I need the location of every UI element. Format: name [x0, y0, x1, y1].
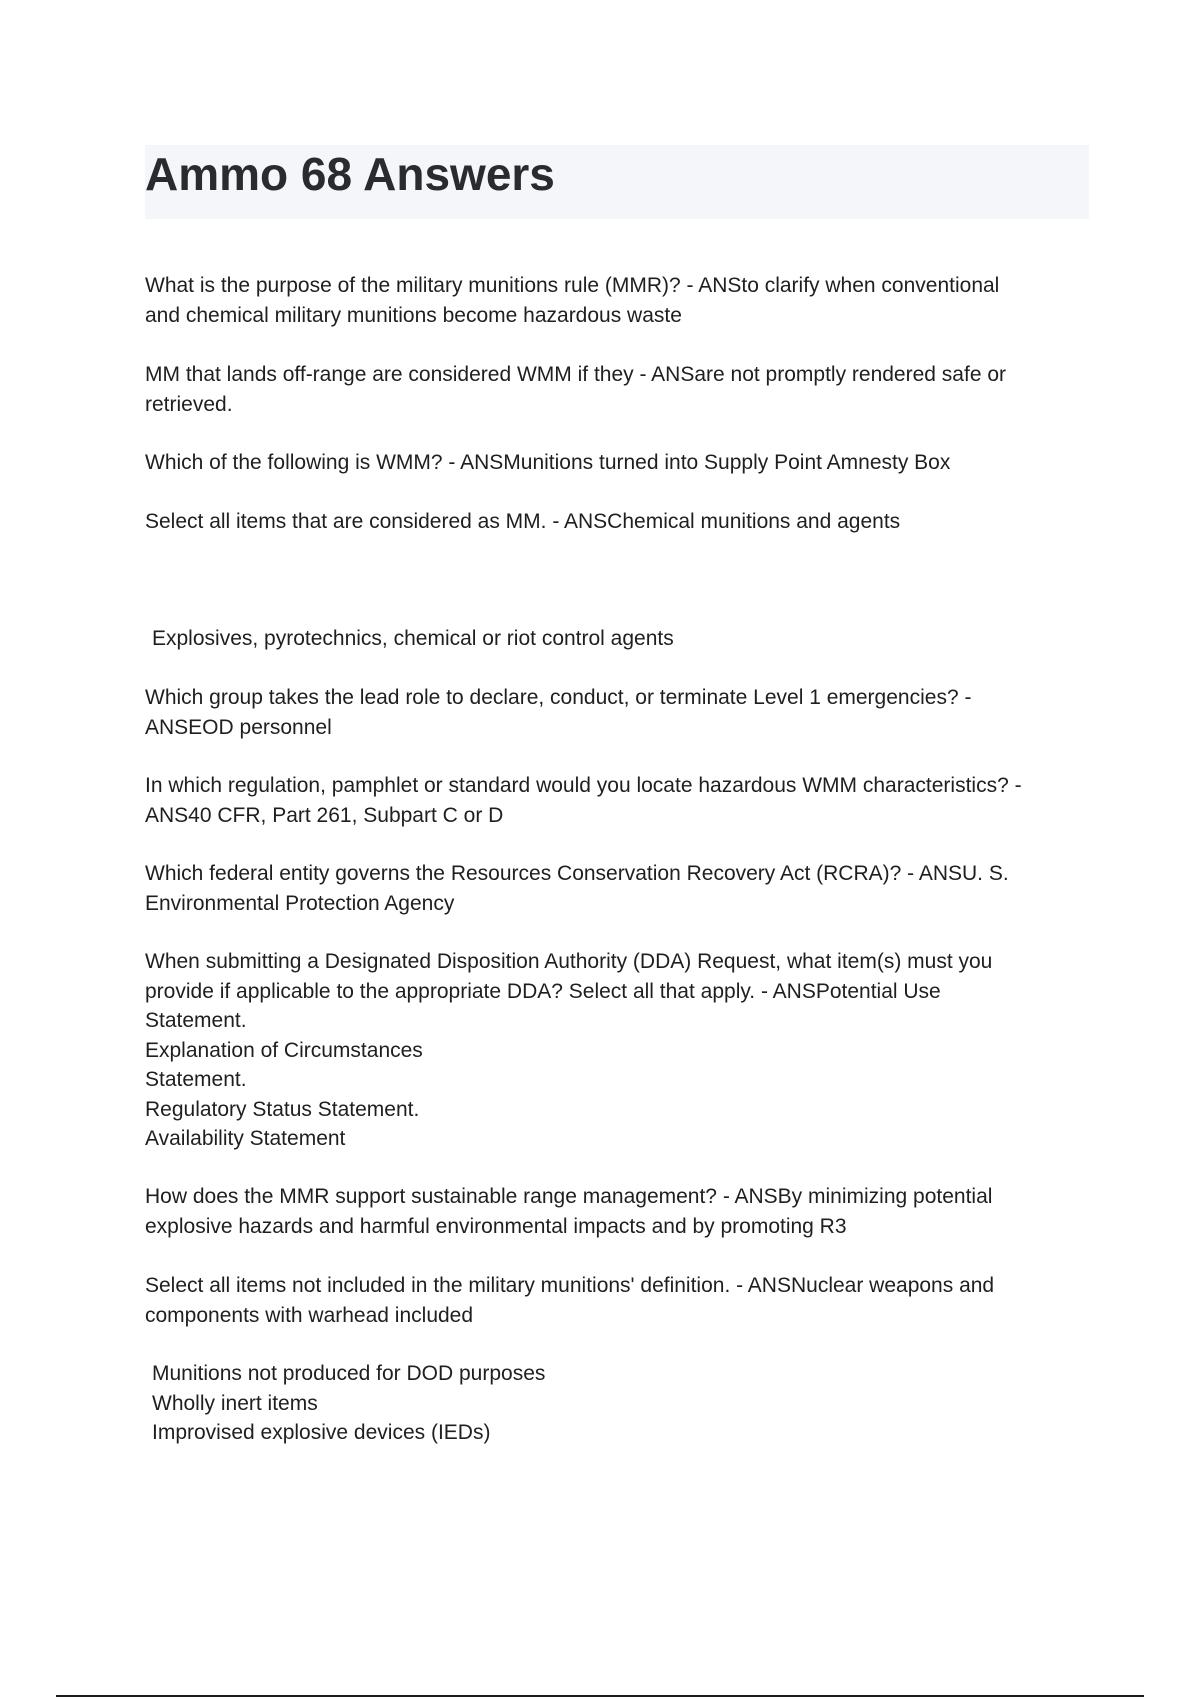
- qa-paragraph-9: [145, 1182, 1075, 1241]
- text-line: Which of the following is WMM? - ANSMunitions turned into Supply Point Amnesty Box: [145, 451, 951, 474]
- text-line: provide if applicable to the appropriate DDA? Select all that apply. - ANSPotential Use: [145, 979, 941, 1003]
- document-title: Ammo 68 Answers: [145, 148, 555, 200]
- qa-paragraph-3: [145, 448, 1075, 478]
- text-line: Select all items that are considered as MM. - ANSChemical munitions and agents: [145, 510, 901, 533]
- text-line: Statement.: [145, 1009, 247, 1032]
- text-line: What is the purpose of the military munitions rule (MMR)? - ANSto clarify when conventional: [145, 274, 1000, 297]
- text-line: Munitions not produced for DOD purposes: [152, 1362, 546, 1385]
- text-line: MM that lands off-range are considered WMM if they - ANSare not promptly rendered safe or: [145, 363, 1006, 386]
- qa-paragraph-6: [145, 771, 1075, 830]
- text-line: components with warhead included: [145, 1303, 474, 1327]
- text-line: Improvised explosive devices (IEDs): [152, 1421, 491, 1444]
- text-line: Environmental Protection Agency: [145, 891, 455, 915]
- text-line: Wholly inert items: [152, 1391, 318, 1415]
- answer-continuation-1: [145, 624, 1082, 654]
- text-line: Regulatory Status Statement.: [145, 1097, 420, 1121]
- text-line: Explosives, pyrotechnics, chemical or riot control agents: [152, 627, 674, 650]
- text-line: Select all items not included in the military munitions' definition. - ANSNuclear weapons and: [145, 1274, 995, 1297]
- qa-paragraph-5: [145, 683, 1075, 742]
- qa-paragraph-2: [145, 360, 1075, 419]
- text-line: ANSEOD personnel: [145, 715, 332, 739]
- answer-continuation-2: [145, 1359, 1082, 1448]
- text-line: and chemical military munitions become hazardous waste: [145, 303, 682, 327]
- text-line: Availability Statement: [145, 1127, 346, 1150]
- text-line: How does the MMR support sustainable range management? - ANSBy minimizing potential: [145, 1185, 993, 1208]
- text-line: Which group takes the lead role to declare, conduct, or terminate Level 1 emergencies? -: [145, 686, 972, 709]
- qa-paragraph-7: [145, 859, 1075, 918]
- qa-paragraph-1: [145, 271, 1075, 330]
- text-line: ANS40 CFR, Part 261, Subpart C or D: [145, 803, 504, 827]
- text-line: Explanation of Circumstances: [145, 1038, 423, 1062]
- text-line: Which federal entity governs the Resources Conservation Recovery Act (RCRA)? - ANSU. S.: [145, 862, 1009, 885]
- text-line: When submitting a Designated Disposition Authority (DDA) Request, what item(s) must you: [145, 950, 993, 973]
- text-line: In which regulation, pamphlet or standard would you locate hazardous WMM characteristics? -: [145, 774, 1022, 797]
- qa-paragraph-10: [145, 1271, 1075, 1330]
- qa-paragraph-4: [145, 507, 1075, 537]
- text-line: explosive hazards and harmful environmental impacts and by promoting R3: [145, 1214, 847, 1238]
- text-line: retrieved.: [145, 392, 233, 416]
- qa-paragraph-8: [145, 947, 1075, 1154]
- text-line: Statement.: [145, 1068, 247, 1091]
- footer-rule: [56, 1695, 1144, 1697]
